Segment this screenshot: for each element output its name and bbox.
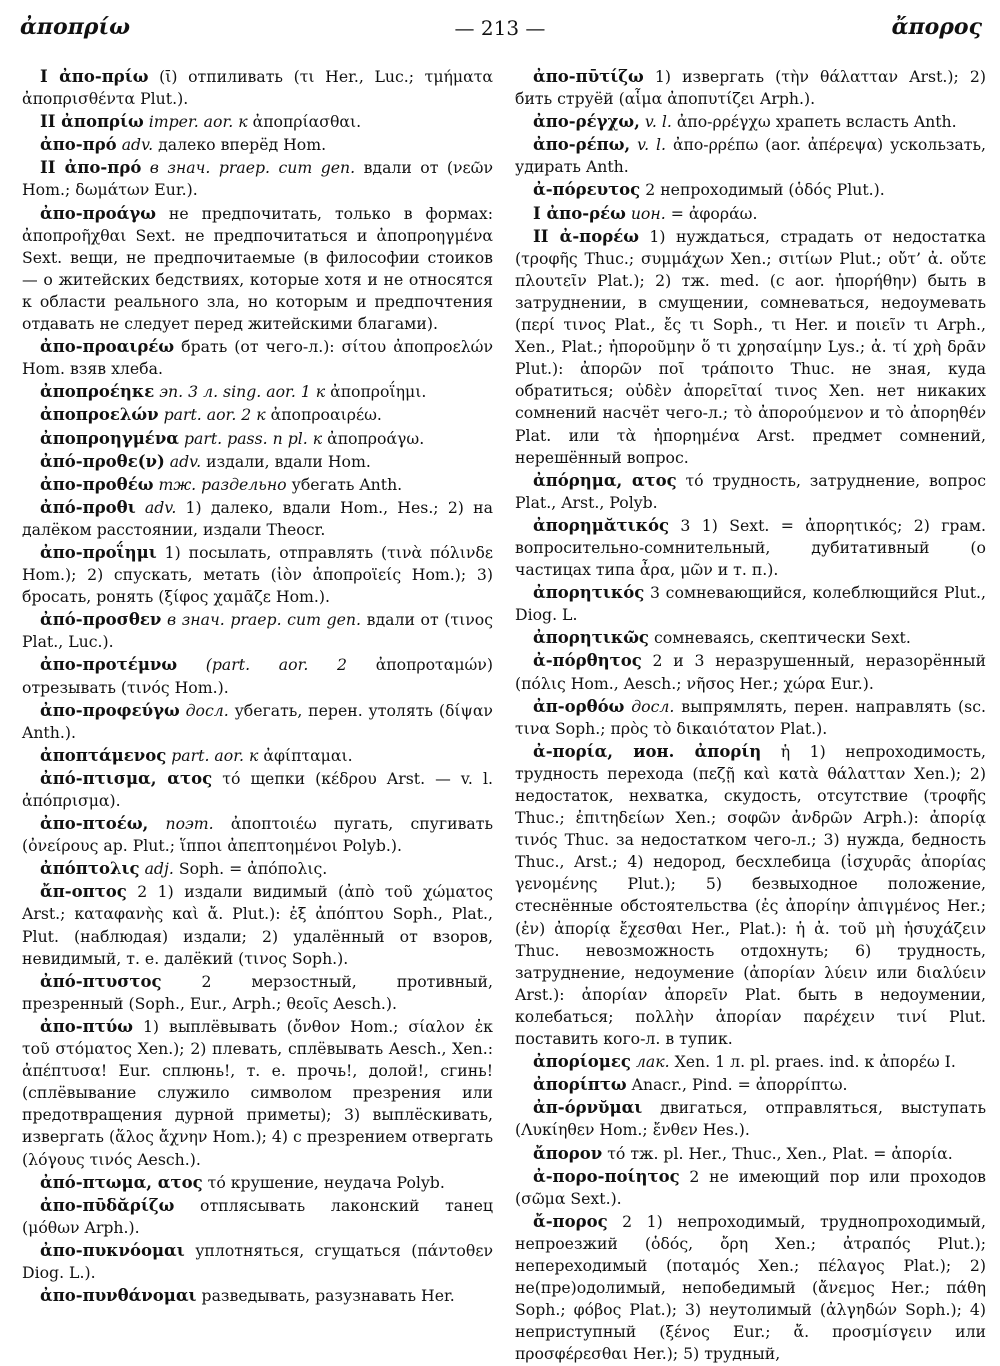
definition: убегать Anth.	[291, 474, 403, 494]
definition: издали, вдали Hom.	[206, 451, 371, 471]
headword: ἀπο-πῡδᾰρίζω	[40, 1195, 175, 1215]
dictionary-entry	[22, 1016, 493, 1171]
headword: ἀπο-πυκνόομαι	[40, 1240, 185, 1260]
headword: II ἀπο-πρό	[40, 158, 142, 178]
headword: ἀποπροελών	[40, 405, 159, 425]
grammar-note: adj.	[144, 859, 174, 879]
definition: Anacr., Pind. = ἀπορρίπτω.	[631, 1075, 848, 1095]
dictionary-entry	[22, 542, 493, 608]
headword: ἀπό-προθι	[40, 497, 136, 517]
dictionary-entry	[22, 745, 493, 767]
running-head-right: ἄπορος	[891, 14, 982, 40]
definition: ἀφίπταμαι.	[263, 745, 353, 765]
dictionary-entry	[22, 66, 493, 110]
dictionary-entry	[22, 474, 493, 496]
dictionary-entry	[22, 111, 493, 133]
headword: ἀπ-ορθόω	[533, 696, 625, 716]
definition: 2 не имеющий пор или проходов (σῶμα Sext.).	[515, 1166, 986, 1208]
definition: ἀποπροαιρέω.	[270, 405, 382, 425]
grammar-note: adv.	[121, 135, 154, 155]
dictionary-entry	[22, 451, 493, 473]
headword: ἀπο-προΐημι	[40, 542, 157, 562]
grammar-note: part. pass. n pl. к	[183, 428, 323, 448]
headword: ἀπό-πτυστος	[40, 971, 162, 991]
grammar-note: ион.	[630, 203, 666, 223]
dictionary-entry	[515, 1051, 986, 1073]
definition: 3 1) Sext. = ἀπορητικός; 2) грам. вопросительно-сомнительный, дубитативный (о частицах типа ἆρα, μῶν и т. п.).	[515, 515, 986, 580]
page-header	[14, 10, 986, 50]
dictionary-entry	[515, 134, 986, 178]
headword: ἀπ-όρνῠμαι	[533, 1098, 643, 1118]
dictionary-entry	[22, 813, 493, 857]
definition: 1) извергать (τὴν θάλατταν Arst.); 2) бить струёй (αἷμα ἀποπυτίζει Arph.).	[515, 67, 986, 109]
headword: ἀπόρημα, ατος	[533, 470, 677, 490]
grammar-note: досл.	[631, 696, 675, 716]
definition: брать (от чего-л.): σίτου ἀποπροελών Hom. взяв хлеба.	[22, 337, 493, 379]
headword: ἀπορημᾰτικός	[533, 515, 670, 535]
headword: ἀποπτάμενος	[40, 745, 167, 765]
grammar-note: v. l.	[644, 112, 672, 132]
dictionary-entry	[22, 609, 493, 653]
dictionary-entry	[515, 582, 986, 626]
headword: ἀπό-προσθεν	[40, 610, 162, 630]
definition: сомневаясь, скептически Sext.	[653, 628, 911, 648]
dictionary-entry	[22, 654, 493, 698]
dictionary-entry	[515, 1143, 986, 1165]
headword: ἀπόπτολις	[40, 859, 140, 879]
dictionary-entry	[22, 1240, 493, 1284]
dictionary-entry	[515, 1211, 986, 1366]
definition: ἀπο-ρρέπω (aor. ἀπέρεψα) ускользать, удирать Anth.	[515, 135, 986, 177]
definition: Soph. = ἀπόπολις.	[178, 859, 328, 879]
headword: ἀπορητικῶς	[533, 628, 649, 648]
dictionary-entry	[22, 203, 493, 336]
definition: τό тж. pl. Her., Thuc., Xen., Plat. = ἀπορία.	[607, 1143, 953, 1163]
page-number: — 213 —	[454, 16, 546, 40]
headword: ἄπ-οπτος	[40, 882, 127, 902]
dictionary-entry	[22, 858, 493, 880]
headword: ἀπο-πρό	[40, 135, 117, 155]
definition: 2 непроходимый (ὁδός Plut.).	[645, 180, 885, 200]
definition: 2 1) непроходимый, труднопроходимый, непроезжий (ὁδός, ὄρη Xen.; ἀτραπός Plut.); непереходимый (ποταμός Xen.; πέλαγος Plat.); 2) не(пре)одолимый, непобедимый (ἄνεμος Her.; πάθη Soph.; φόβος Plat.); 3) неутолимый (ἀλγηδών Soph.); 4) неприступный (ξένος Eur.; ἄ. προσμίσγειν или προσφέρεσθαι Her.); 5) трудный,	[515, 1211, 986, 1364]
definition: не предпочитать, только в формах: ἀποπροῆχθαι Sext. не предпочитаться и ἀποπροηγμένα Sext. вещи, не предпочитаемые (в философии стоиков — о житейских бедствиях, которые хотя и не относятся к области реального зла, но которым и предпочтения отдавать не следует перед житейскими благами).	[22, 203, 493, 334]
dictionary-entry	[515, 515, 986, 581]
grammar-note: adv.	[144, 497, 177, 517]
definition: ἀπο-ρρέγχω храпеть всласть Anth.	[676, 112, 957, 132]
dictionary-entry	[22, 971, 493, 1015]
definition: 2 мерзостный, противный, презренный (Soph., Eur., Arph.; θεοῖς Aesch.).	[22, 971, 493, 1013]
dictionary-entry	[515, 650, 986, 694]
headword: ἄπορον	[533, 1143, 603, 1163]
headword: ἀπο-πτύω	[40, 1016, 133, 1036]
right-column	[515, 66, 986, 1366]
definition: τό крушение, неудача Polyb.	[207, 1172, 445, 1192]
dictionary-entry	[515, 696, 986, 740]
definition: уплотняться, сгущаться (πάντοθεν Diog. L.).	[22, 1240, 493, 1282]
grammar-note: эп. 3 л. sing. aor. 1 к	[159, 382, 326, 402]
dictionary-entry	[515, 226, 986, 469]
definition: τό щепки (κέδρου Arst. — v. l. ἀπόπρισμα).	[22, 768, 493, 810]
dictionary-entry	[515, 1097, 986, 1141]
headword: ἄ-πορος	[533, 1211, 608, 1231]
grammar-note: imper. aor. к	[148, 112, 248, 132]
headword: ἀπο-ρέπω,	[533, 135, 631, 155]
headword: ἀπο-προφεύγω	[40, 700, 180, 720]
headword: ἀπο-προαιρέω	[40, 337, 175, 357]
headword: ἀπό-πτωμα, ατος	[40, 1172, 203, 1192]
headword: ἀπό-πτισμα, ατος	[40, 768, 213, 788]
grammar-note: лак.	[635, 1052, 670, 1072]
definition: далеко вперёд Hom.	[158, 135, 327, 155]
headword: ἀπο-προθέω	[40, 474, 154, 494]
dictionary-entry	[515, 1166, 986, 1210]
dictionary-entry	[515, 203, 986, 225]
definition: 2 1) издали видимый (ἀπὸ τοῦ χώματος Arst.; καταφανὴς καὶ ἄ. Plut.): ἐξ ἀπόπτου Soph., Plat., Plut. (наблюдая) издали; 2) удалённый от взоров, невидимый, т. е. далёкий (τινος Soph.).	[22, 882, 493, 968]
definition: разведывать, разузнавать Her.	[201, 1286, 455, 1306]
dictionary-entry	[515, 66, 986, 110]
grammar-note: в знач. praep. cum gen.	[149, 158, 356, 178]
definition: 1) выплёвывать (ὄνθον Hom.; σίαλον ἐκ τοῦ στόματος Xen.); 2) плевать, сплёвывать Aesch., Xen.: ἀπέπτυσα! Eur. сплюнь!, т. е. прочь!, долой!, сгинь! (сплёвывание служило символом презрения или предотвращения дурной приметы); 3) выплёскивать, извергать (ἅλος ἄχνην Hom.); 4) с презрением отвергать (λόγους τινός Aesch.).	[22, 1016, 493, 1169]
definition: вдали от (νεῶν Hom.; δωμάτων Eur.).	[22, 158, 493, 200]
dictionary-entry	[515, 111, 986, 133]
headword: II ἀποπρίω	[40, 112, 144, 132]
definition: выпрямлять, перен. направлять (sc. τινα Soph.; πρὸς τὸ δικαιότατον Plat.).	[515, 696, 986, 738]
definition: ἀποπρίασθαι.	[252, 112, 362, 132]
definition: 1) нуждаться, страдать от недостатка (τροφῆς Thuc.; συμμάχων Xen.; σιτίων Plut.; οὔτ’ ἀ. οὔτε πλουτεῖν Plat.); 2) тж. med. (с aor. ἠπορήθην) быть в затруднении, в смущении, сомневаться, недоумевать (περί τινος Plat., ἔς τι Soph., τι Her. и ποιεῖν τι Arph., Xen., Plat.; ἠποροῦμην ὅ τι χρησαίμην Lys.; ἀ. τί χρὴ δρᾶν Plut.): ἀπορῶν ποῖ τράποιτο Thuc. не зная, куда обратиться; οὐδὲν ἀπορεῖταί τινος Xen. нет никаких сомнений насчёт чего-л.; τὸ ἀπορούμενον и τὸ ἀπορηθέν Plat. или τὰ ἠπορημένα Arst. предмет сомнений, нерешённый вопрос.	[515, 226, 986, 467]
headword: ἀπο-προάγω	[40, 203, 156, 223]
headword: ἀπο-πῡτίζω	[533, 67, 644, 86]
headword: ἀπο-πυνθάνομαι	[40, 1286, 197, 1306]
dictionary-entry	[22, 404, 493, 426]
dictionary-entry	[22, 1172, 493, 1194]
headword: I ἀπο-ρέω	[533, 203, 626, 223]
definition: Xen. 1 л. pl. praes. ind. к ἀπορέω I.	[674, 1052, 956, 1072]
grammar-note: v. l.	[637, 135, 667, 155]
definition: ἀποπροΐημι.	[330, 382, 427, 402]
dictionary-entry	[22, 381, 493, 403]
left-column	[14, 66, 493, 1366]
definition: ἀποπτοιέω пугать, спугивать (ὀνείρους ap. Plut.; ἵπποι ἀπεπτοημένοι Polyb.).	[22, 814, 493, 856]
headword: ἀπορίπτω	[533, 1075, 627, 1095]
headword: I ἀπο-πρίω	[40, 67, 149, 86]
dictionary-entry	[22, 1285, 493, 1307]
grammar-note: part. aor. к	[171, 745, 259, 765]
dictionary-entry	[22, 134, 493, 156]
dictionary-entry	[22, 768, 493, 812]
headword: ἀπορίομες	[533, 1052, 631, 1072]
definition: τό трудность, затруднение, вопрос Plat., Arst., Polyb.	[515, 470, 986, 512]
headword: ἀ-πόρθητος	[533, 651, 642, 671]
dictionary-entry	[515, 1074, 986, 1096]
grammar-note: part. aor. 2 к	[163, 405, 266, 425]
grammar-note: тж. раздельно	[158, 474, 287, 494]
definition: 2 и 3 неразрушенный, неразорённый (πόλις Hom., Aesch.; νῆσος Her.; χώρα Eur.).	[515, 651, 986, 693]
dictionary-entry	[515, 741, 986, 1050]
headword: ἀπο-πτοέω,	[40, 814, 149, 834]
headword: ἀ-πορία, ион. ἀπορίη	[533, 741, 762, 761]
grammar-note: досл.	[185, 700, 229, 720]
running-head-left: ἀποπρίω	[20, 14, 131, 40]
dictionary-entry	[515, 179, 986, 201]
grammar-note: в знач. praep. cum gen.	[166, 610, 361, 630]
headword: ἀποπροηγμένα	[40, 428, 179, 448]
definition: отплясывать лаконский танец (μόθων Arph.).	[22, 1195, 493, 1237]
definition: двигаться, отправляться, выступать (Λυκίηθεν Hom.; ἔνθεν Hes.).	[515, 1098, 986, 1140]
definition: = ἀφοράω.	[670, 203, 758, 223]
headword: ἀπορητικός	[533, 583, 645, 603]
definition: (ῑ) отпиливать (τι Her., Luc.; τμήματα ἀποπρισθέντα Plut.).	[22, 67, 493, 109]
definition: убегать, перен. утолять (δίψαν Anth.).	[22, 700, 493, 742]
definition: 1) посылать, отправлять (τινὰ πόλινδε Hom.); 2) спускать, метать (ἰὸν ἀποπροϊείς Hom.); 3) бросать, ронять (ξίφος χαμᾶζε Hom.).	[22, 542, 493, 607]
definition: ἡ 1) непроходимость, трудность перехода (πεζῇ καὶ κατὰ θάλατταν Xen.); 2) недостаток, нехватка, скудость, отсутствие (τροφῆς Thuc.; ἐπιτηδείων Xen.; σοφῶν ἀνδρῶν Arph.): ἀπορίᾳ τινός Thuc. за недостатком чего-л.; 3) нужда, бедность Thuc., Arst.; 4) недород, бесхлебица (ἰσχυρᾶς ἀπορίας γενομένης Plut.); 5) безвыходное положение, стеснённые обстоятельства (ἐς ἀπορίην ἀπιγμένος Her.; (ἐν) ἀπορίᾳ ἔχεσθαι Her., Plat.): ἡ ἀ. τοῦ μὴ ἡσυχάζειν Thuc. невозможность отдохнуть; 6) трудность, затруднение, недоумение (ἀπορίαν λύειν или διαλύειν Arst.): ἀπορίαν ἀπορεῖν Plat. быть в недоумении, колебаться; πολλὴν ἀπορίαν παρέχειν τινί Plut. поставить кого-л. в тупик.	[515, 741, 986, 1049]
grammar-note: поэт.	[165, 814, 214, 834]
headword: II ἀ-πορέω	[533, 226, 639, 246]
definition: вдали от (τινος Plat., Luc.).	[22, 610, 493, 652]
dictionary-entry	[515, 470, 986, 514]
dictionary-entry	[22, 157, 493, 201]
definition: ἀποπροταμών) отрезывать (τινός Hom.).	[22, 655, 493, 697]
dictionary-entry	[22, 1195, 493, 1239]
headword: ἀ-πορο-ποίητος	[533, 1166, 680, 1186]
definition: ἀποπροάγω.	[327, 428, 425, 448]
dictionary-entry	[22, 336, 493, 380]
dictionary-entry	[22, 428, 493, 450]
dictionary-entry	[515, 627, 986, 649]
headword: ἀπο-προτέμνω	[40, 655, 178, 675]
grammar-note: (part. aor. 2	[205, 655, 348, 675]
definition: 3 сомневающийся, колеблющийся Plut., Diog. L.	[515, 583, 986, 625]
grammar-note: adv.	[169, 451, 202, 471]
dictionary-entry	[22, 497, 493, 541]
dictionary-entry	[22, 700, 493, 744]
definition: 1) далеко, вдали Hom., Hes.; 2) на далёком расстоянии, издали Theocr.	[22, 497, 493, 539]
two-column-body	[14, 66, 986, 1366]
headword: ἀπο-ρέγχω,	[533, 112, 640, 132]
headword: ἀπό-προθε(ν)	[40, 451, 165, 471]
headword: ἀ-πόρευτος	[533, 180, 641, 200]
headword: ἀποπροέηκε	[40, 382, 155, 402]
dictionary-entry	[22, 881, 493, 969]
